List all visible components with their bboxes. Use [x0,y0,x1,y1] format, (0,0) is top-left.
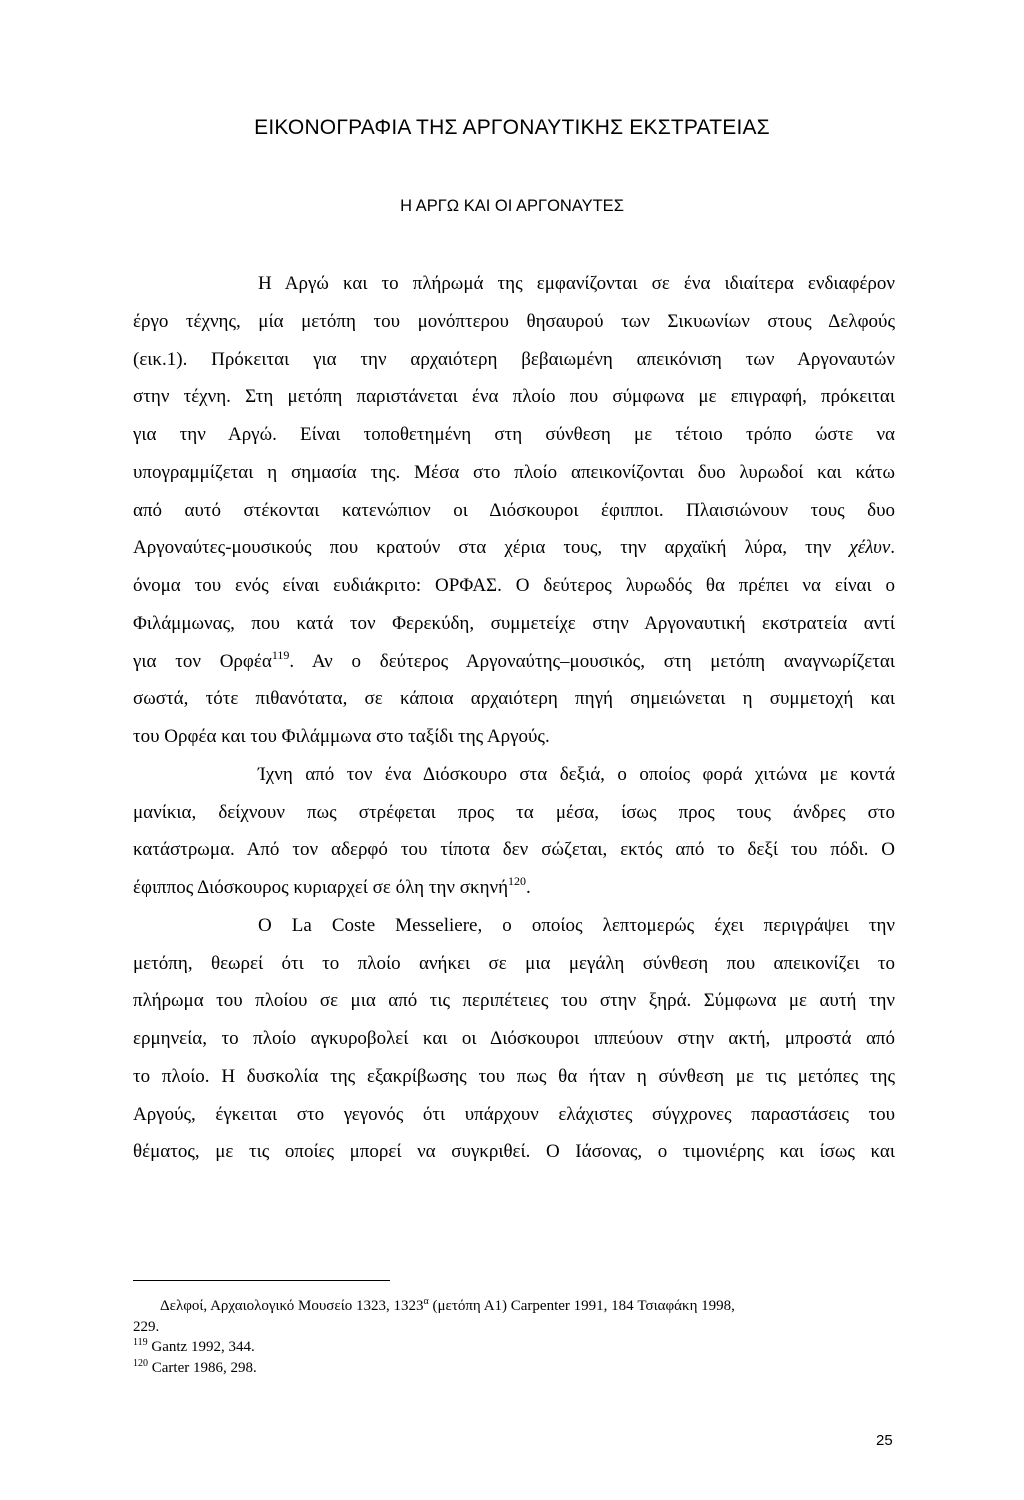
text-run: πλήρωμα του πλοίου σε μια από τις περιπέτειες του στην ξηρά. Σύμφωνα με αυτή την [133,990,895,1012]
footnote-line [133,1358,895,1379]
text-line [133,497,895,535]
footnote-ref: 120 [133,1358,148,1370]
footnote-line [133,1317,895,1338]
text-run: στην τέχνη. Στη μετόπη παριστάνεται ένα πλοίο που σύμφωνα με επιγραφή, πρόκειται [133,386,895,408]
text-run: . Αν ο δεύτερος Αργοναύτης–μουσικός, στη μετόπη αναγνωρίζεται [289,650,895,672]
text-run: Ίχνη από τον ένα Διόσκουρο στα δεξιά, ο οποίος φορά χιτώνα με κοντά [258,763,895,785]
text-line [133,610,895,648]
text-run: από αυτό στέκονται κατενώπιον οι Διόσκουροι έφιπποι. Πλαισιώνουν τους δυο [133,499,895,521]
text-line [133,383,895,421]
page-title: ΕΙΚΟΝΟΓΡΑΦΙΑ ΤΗΣ ΑΡΓΟΝΑΥΤΙΚΗΣ ΕΚΣΤΡΑΤΕΙΑΣ [254,116,770,139]
text-run: όνομα του ενός είναι ευδιάκριτο: ΟΡΦΑΣ. Ο δεύτερος λυρωδός θα πρέπει να είναι ο [133,575,895,596]
text-run: υπογραμμίζεται η σημασία της. Μέσα στο πλοίο απεικονίζονται δυο λυρωδοί και κάτω [133,461,895,483]
section-heading: Η ΑΡΓΩ ΚΑΙ ΟΙ ΑΡΓΟΝΑΥΤΕΣ [400,197,624,215]
text-run: του Ορφέα και του Φιλάμμωνα στο ταξίδι της Αργούς. [133,726,550,747]
text-run: για τον Ορφέα [133,650,272,672]
text-run: (μετόπη Α1) Carpenter 1991, 184 Τσιαφάκη 1998, [428,1298,735,1314]
text-line [133,1138,895,1176]
page-number: 25 [876,1432,893,1449]
text-run: . [890,537,895,559]
text-line [133,534,895,572]
body-text [133,270,895,1176]
text-line [133,270,895,308]
text-run: Αργοναύτες-μουσικούς που κρατούν στα χέρια τους, την αρχαϊκή λύρα, την [133,537,850,559]
text-line [133,836,895,874]
footnote-line [133,1296,895,1317]
text-run: χέλυν [849,537,891,559]
text-line [133,799,895,837]
text-line [133,912,895,950]
text-run: θέματος, με τις οποίες μπορεί να συγκριθεί. Ο Ιάσονας, ο τιμονιέρης και ίσως και [133,1141,895,1163]
text-line [133,1101,895,1139]
footnote-ref: α [423,1296,429,1307]
text-run: μανίκια, δείχνουν πως στρέφεται προς τα μέσα, ίσως προς τους άνδρες στο [133,801,895,823]
text-line [133,874,895,912]
text-run: Carter 1986, 298. [148,1360,257,1377]
text-run: ερμηνεία, το πλοίο αγκυροβολεί και οι Διόσκουροι ιππεύουν στην ακτή, μπροστά από [133,1028,895,1049]
footnote-line [133,1337,895,1358]
text-run: για την Αργώ. Είναι τοποθετημένη στη σύνθεση με τέτοιο τρόπο ώστε να [133,424,895,445]
text-line [133,987,895,1025]
text-run: Ο La Coste Messeliere, ο οποίος λεπτομερώς έχει περιγράψει την [258,914,895,936]
footnote-ref: 119 [133,1337,148,1349]
text-run: Δελφοί, Αρχαιολογικό Μουσείο 1323, 1323 [160,1298,424,1314]
text-line [133,723,895,761]
text-line [133,1063,895,1101]
text-line [133,648,895,686]
text-run: κατάστρωμα. Από τον αδερφό του τίποτα δεν σώζεται, εκτός από το δεξί του πόδι. Ο [133,839,895,861]
text-line [133,950,895,988]
text-line [133,459,895,497]
text-line [133,685,895,723]
footnote-ref: 120 [508,874,527,888]
text-run: Αργούς, έγκειται στο γεγονός ότι υπάρχουν ελάχιστες σύγχρονες παραστάσεις του [133,1103,895,1125]
text-run: το πλοίο. Η δυσκολία της εξακρίβωσης του πως θα ήταν η σύνθεση με τις μετόπες της [133,1065,895,1087]
text-line [133,346,895,384]
text-run: Gantz 1992, 344. [147,1339,255,1356]
text-run: μετόπη, θεωρεί ότι το πλοίο ανήκει σε μια μεγάλη σύνθεση που απεικονίζει το [133,952,895,974]
footnote-divider [133,1280,390,1281]
footnotes [133,1296,895,1379]
text-line [133,761,895,799]
text-run: έφιππος Διόσκουρος κυριαρχεί σε όλη την σκηνή [133,877,509,898]
footnote-ref: 119 [271,647,290,662]
text-line [133,572,895,610]
text-run: (εικ.1). Πρόκειται για την αρχαιότερη βεβαιωμένη απεικόνιση των Αργοναυτών [133,348,895,370]
text-run: . [526,877,531,898]
text-line [133,1025,895,1063]
text-run: 229. [133,1318,160,1335]
text-run: Η Αργώ και το πλήρωμά της εμφανίζονται σε ένα ιδιαίτερα ενδιαφέρον [258,273,895,294]
text-run: Φιλάμμωνας, που κατά τον Φερεκύδη, συμμετείχε στην Αργοναυτική εκστρατεία αντί [133,612,895,634]
text-run: έργο τέχνης, μία μετόπη του μονόπτερου θησαυρού των Σικυωνίων στους Δελφούς [133,310,895,332]
text-line [133,421,895,459]
text-line [133,308,895,346]
text-run: σωστά, τότε πιθανότατα, σε κάποια αρχαιότερη πηγή σημειώνεται η συμμετοχή και [133,688,895,710]
